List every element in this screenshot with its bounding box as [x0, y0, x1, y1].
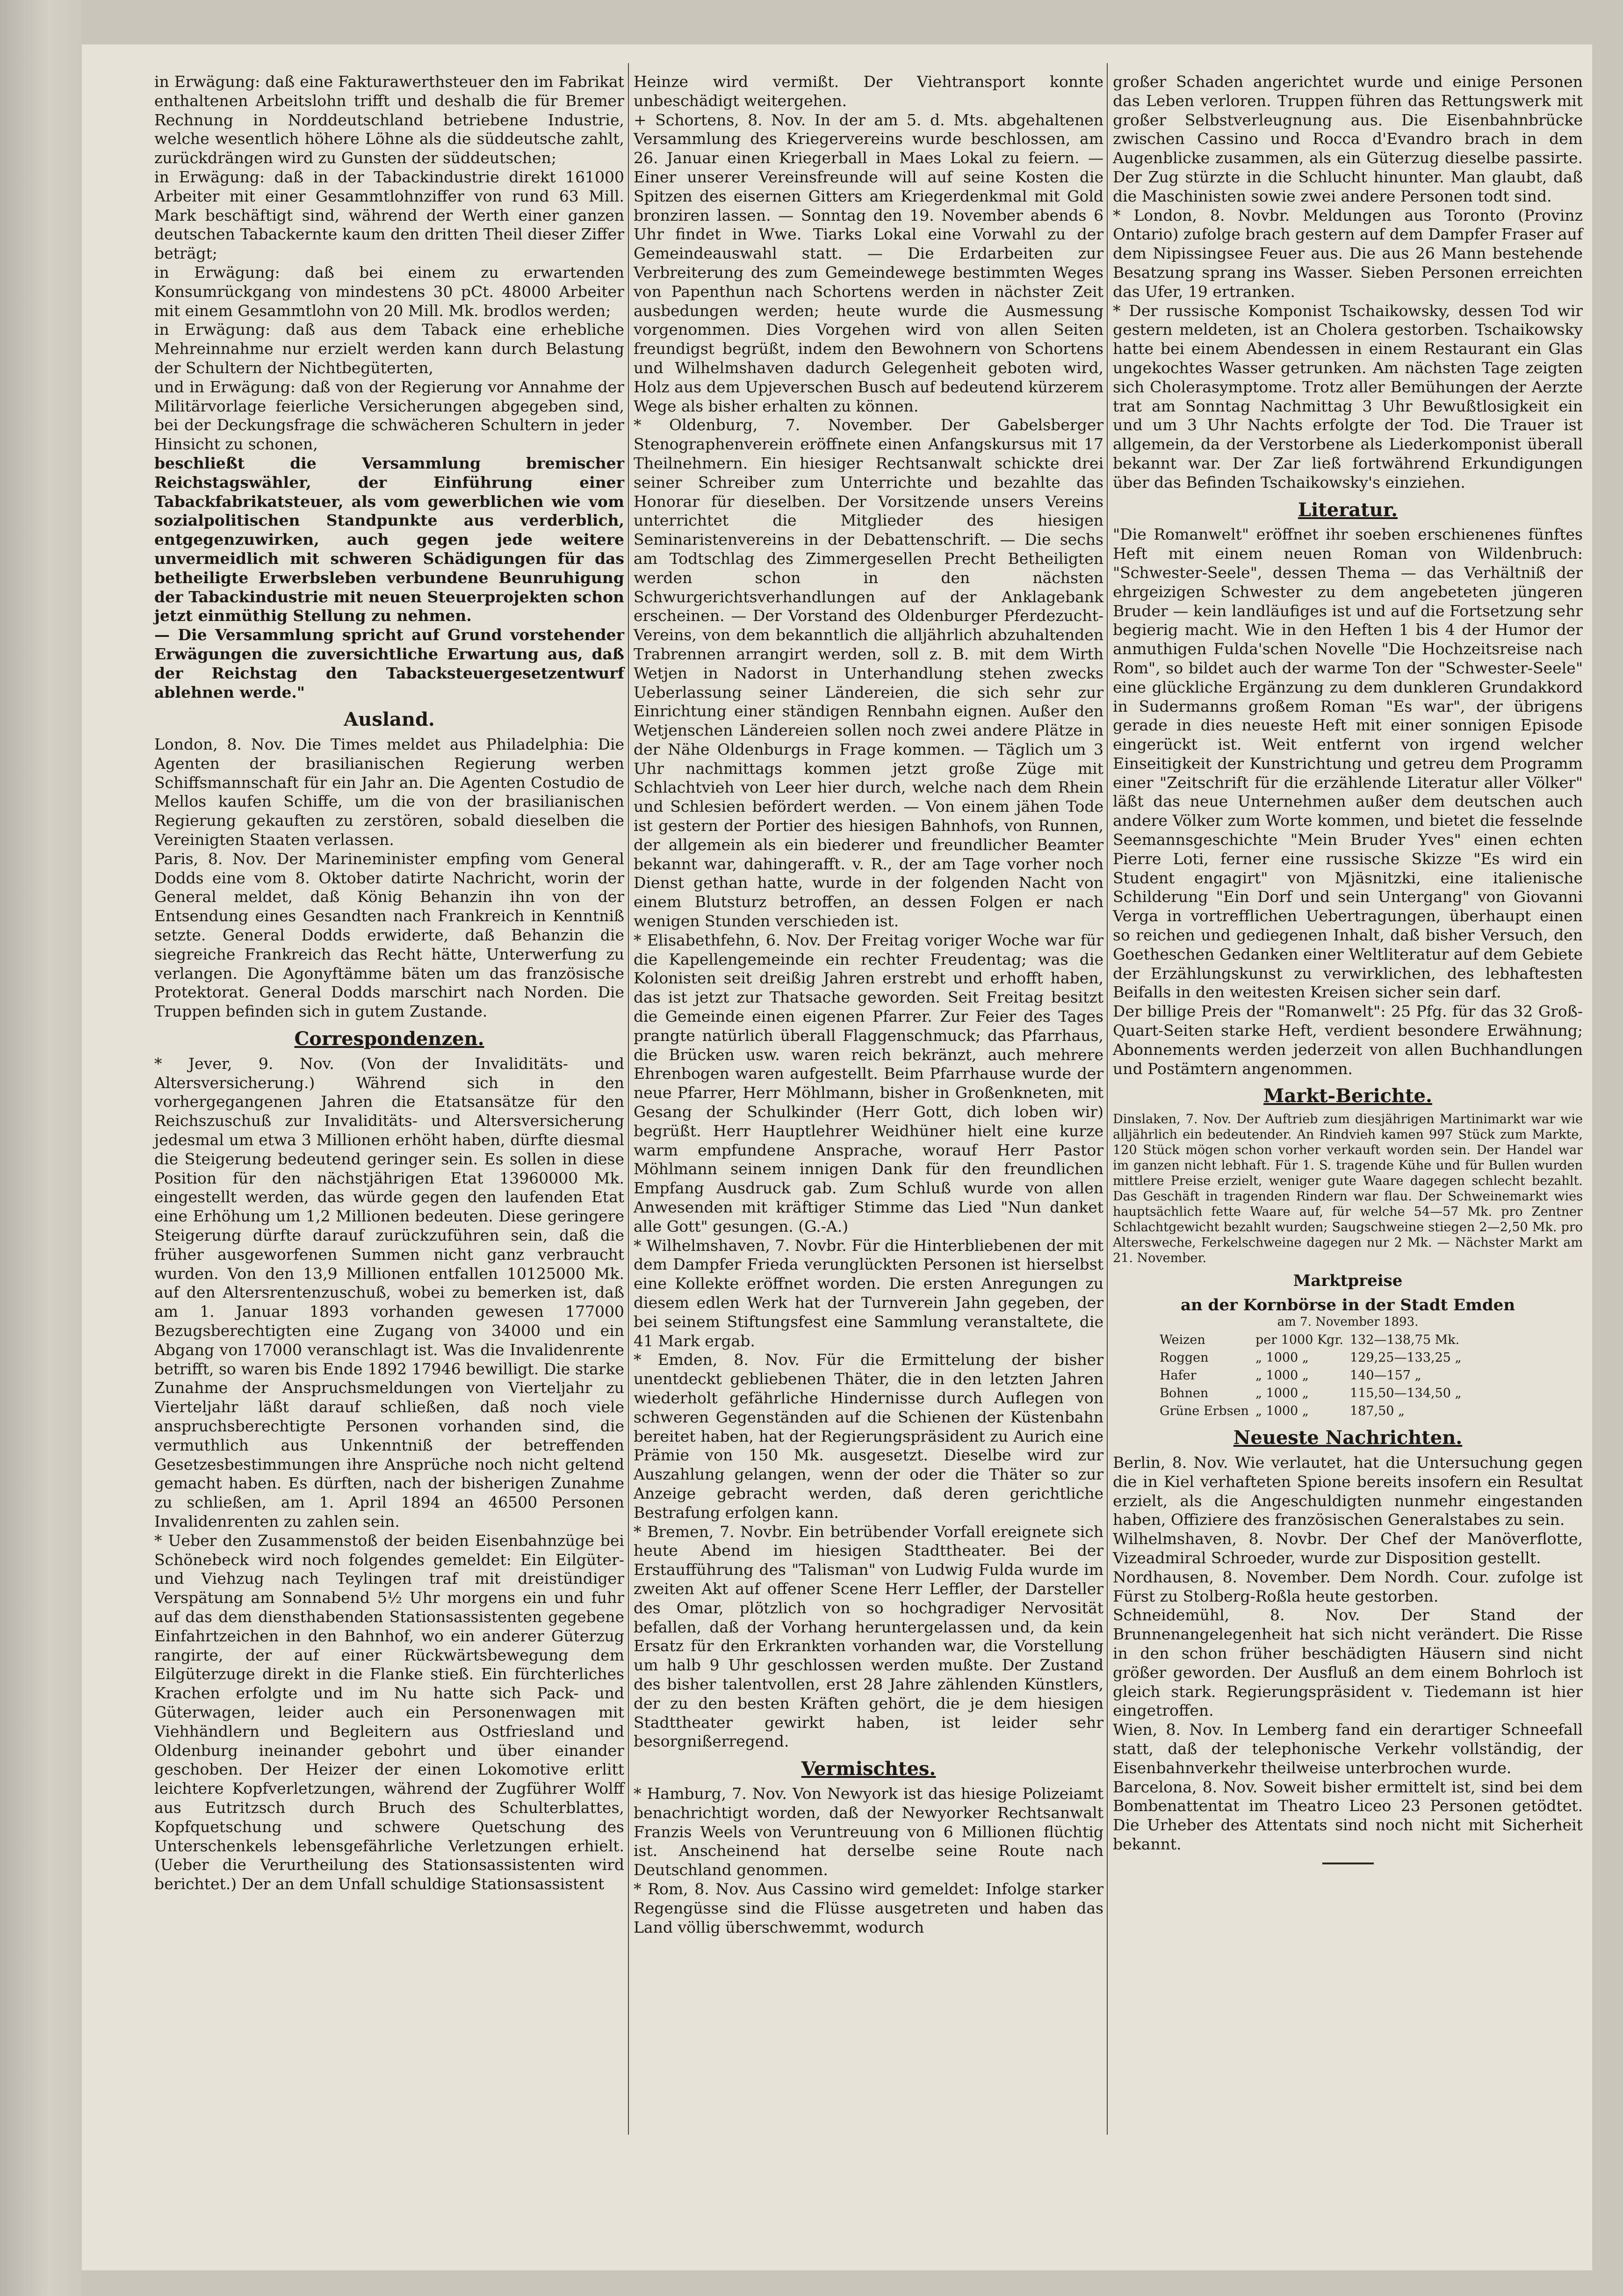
price-item: Weizen [1160, 1333, 1205, 1348]
news-item: * Emden, 8. Nov. Für die Ermittelung der bisher unentdeckt gebliebenen Thäter, die in den letzten Jahren wiederholt gefährliche Hindernisse durch Auflegen von schweren Gegenständen auf die Schienen der Küstenbahn bereitet haben, hat der Regierungspräsident zu Aurich eine Prämie von 150 Mk. ausgesetzt. Dieselbe wird zur Auszahlung gelangen, wenn der oder die Thäter so zur Anzeige gebracht werden, daß deren gerichtliche Bestrafung erfolgen kann. [634, 1350, 1104, 1522]
book-binding-edge [0, 0, 82, 2296]
column-rule [1107, 63, 1108, 2135]
news-item: Wilhelmshaven, 8. Novbr. Der Chef der Manöverflotte, Vizeadmiral Schroeder, wurde zur Disposition gestellt. [1113, 1530, 1583, 1567]
news-item: * Wilhelmshaven, 7. Novbr. Für die Hinterbliebenen der mit dem Dampfer Frieda verunglückten Personen ist hierselbst eine Kollekte eröffnet worden. Die ersten Anregungen zu diesem edlen Werk hat der Turnverein Jahn gegeben, der bei seinem Stiftungsfest eine Sammlung veranstaltete, die 41 Mark ergab. [634, 1236, 1104, 1350]
paragraph: — Die Versammlung spricht auf Grund vorstehender Erwägungen die zuversichtliche Erwartung aus, daß der Reichstag den Tabacksteuergesetzentwurf ablehnen werde." [154, 626, 624, 701]
price-unit: „ 1000 „ [1255, 1368, 1309, 1383]
column-2 [634, 72, 1104, 1937]
end-rule [1322, 1863, 1374, 1864]
news-item: Wien, 8. Nov. In Lemberg fand ein derartiger Schneefall statt, daß der telephonische Verkehr vollständig, der Eisenbahnverkehr theilweise unterbrochen wurde. [1113, 1720, 1583, 1777]
column-1 [154, 72, 624, 1894]
paragraph: Heinze wird vermißt. Der Viehtransport konnte unbeschädigt weitergehen. [634, 72, 1104, 110]
price-unit: „ 1000 „ [1255, 1386, 1309, 1401]
news-item: London, 8. Nov. Die Times meldet aus Philadelphia: Die Agenten der brasilianischen Regierung werben Schiffsmannschaft für ein Jahr an. Die Agenten Costudio de Mellos kaufen Schiffe, um die von der brasilianischen Regierung gekauften zu zerstören, sobald dieselben die Vereinigten Staaten verlassen. [154, 735, 624, 849]
price-table-subtitle: an der Kornbörse in der Stadt Emden [1180, 1296, 1515, 1315]
newspaper-page [82, 44, 1592, 2270]
news-item: * Ueber den Zusammenstoß der beiden Eisenbahnzüge bei Schönebeck wird noch folgendes gemeldet: Ein Eilgüter- und Viehzug nach Teylingen traf mit dreistündiger Verspätung am Sonnabend 5½ Uhr morgens ein und fuhr auf das dem diensthabenden Stationsassistenten gegebene Einfahrtzeichen in den Bahnhof, wo ein anderer Güterzug rangirte, der auf einer Rückwärtsbewegung dem Eilgüterzuge direkt in die Flanke stieß. Ein fürchterliches Krachen erfolgte und im Nu hatte sich Pack- und Güterwagen, leider auch ein Personenwagen mit Viehhändlern und Begleitern aus Ostfriesland und Oldenburg ineinander gebohrt und über einander geschoben. Der Heizer der einen Lokomotive erlitt leichtere Kopfverletzungen, während der Zugführer Wolff aus Eutritzsch durch Bruch des Schulterblattes, Kopfquetschung und schwere Quetschung des Unterschenkels lebensgefährliche Verletzungen erhielt. (Ueber die Verurtheilung des Stationsassistenten wird berichtet.) Der an dem Unfall schuldige Stationsassistent [154, 1531, 624, 1893]
news-item: * Bremen, 7. Novbr. Ein betrübender Vorfall ereignete sich heute Abend im hiesigen Stadttheater. Bei der Erstaufführung des "Talisman" von Ludwig Fulda wurde im zweiten Akt auf offener Scene Herr Leffler, der Darsteller des Omar, plötzlich von so hochgradiger Nervosität befallen, daß der Vorhang heruntergelassen und, da kein Ersatz für den Erkrankten vorhanden war, die Vorstellung um halb 9 Uhr geschlossen werden mußte. Der Zustand des bisher talentvollen, erst 28 Jahre zählenden Künstlers, der zu den besten Kräften gehört, die je dem hiesigen Stadttheater gewirkt haben, ist leider sehr besorgnißerregend. [634, 1522, 1104, 1751]
section-heading-markt-berichte: Markt-Berichte. [1263, 1085, 1432, 1107]
table-row [1160, 1331, 1468, 1349]
section-heading-ausland: Ausland. [344, 708, 435, 731]
news-item: * Jever, 9. Nov. (Von der Invaliditäts- und Altersversicherung.) Während sich in den vorhergegangenen Jahren die Etatsansätze für den Reichszuschuß zur Invaliditäts- und Altersversicherung jedesmal um etwa 3 Millionen erhöht haben, dürfte diesmal die Steigerung bedeutend geringer sein. Es sollen in diese Position für den nächstjährigen Etat 13960000 Mk. eingestellt werden, das würde gegen den laufenden Etat eine Erhöhung um 1,2 Millionen bedeuten. Diese geringere Steigerung dürfte darauf zurückzuführen sein, daß die früher ausgeworfenen Summen nicht ganz verbraucht wurden. Von den 13,9 Millionen entfallen 10125000 Mk. auf den Altersrentenzuschuß, wobei zu bemerken ist, daß am 1. Januar 1893 vorhanden gewesen 177000 Bezugsberechtigten eine Zugang von 34000 und ein Abgang von 17000 veranschlagt ist. Was die Invalidenrente betrifft, so waren bis Ende 1892 17946 bewilligt. Die starke Zunahme der Anspruchsmeldungen von Vierteljahr zu Vierteljahr läßt darauf schließen, daß noch viele anspruchsberechtigte Personen vorhanden sind, die vermuthlich aus Unkenntniß der betreffenden Gesetzesbestimmungen ihre Ansprüche noch nicht geltend gemacht haben. Es dürften, nach der bisherigen Zunahme zu schließen, am 1. April 1894 an 46500 Personen Invalidenrenten zu zahlen sein. [154, 1054, 624, 1531]
paragraph: beschließt die Versammlung bremischer Reichstagswähler, der Einführung einer Tabackfabrikatsteuer, als vom gewerblichen wie vom sozialpolitischen Standpunkte aus verderblich, entgegenzuwirken, auch gegen jede weitere unvermeidlich mit schweren Schädigungen für das betheiligte Erwerbsleben verbundene Beunruhigung der Tabackindustrie mit neuen Steuerprojekten schon jetzt einmüthig Stellung zu nehmen. [154, 454, 624, 625]
price-item: Hafer [1160, 1368, 1197, 1383]
news-item: + Schortens, 8. Nov. In der am 5. d. Mts. abgehaltenen Versammlung des Kriegervereins wurde beschlossen, am 26. Januar einen Kriegerball in Maes Lokal zu feiern. — Einer unserer Vereinsfreunde will auf seine Kosten die Spitzen des eisernen Gitters am Kriegerdenkmal mit Gold bronziren lassen. — Sonntag den 19. November abends 6 Uhr findet in Wwe. Tiarks Lokal eine Vorwahl zu der Gemeindeauswahl statt. — Die Erdarbeiten zur Verbreiterung des zum Gemeindewege bestimmten Weges von Papenthun nach Schortens werden in nächster Zeit ausbedungen werden; heute wurde die Ausmessung vorgenommen. Dies Vorgehen wird von allen Seiten freundigst begrüßt, indem den Bewohnern von Schortens und Wilhelmshaven dadurch Gelegenheit geboten wird, Holz aus dem Upjeverschen Busch auf bedeutend kürzerem Wege als bisher erhalten zu können. [634, 110, 1104, 415]
market-report: Dinslaken, 7. Nov. Der Auftrieb zum diesjährigen Martinimarkt war wie alljährlich ein bedeutender. An Rindvieh kamen 997 Stück zum Markte, 120 Stück mögen schon vorher verkauft worden sein. Der Handel war im ganzen nicht lebhaft. Für 1. S. tragende Kühe und für Bullen wurden mittlere Preise erzielt, weniger gute Waare dagegen schlecht bezahlt. Das Geschäft in tragenden Rindern war flau. Der Schweinemarkt wies hauptsächlich fette Waare auf, für welche 54—57 Mk. pro Zentner Schlachtgewicht bezahlt wurden; Saugschweine stiegen 2—2,50 Mk. pro Altersweche, Ferkelschweine dagegen nur 2 Mk. — Nächster Markt am 21. November. [1113, 1112, 1583, 1266]
news-item: * Der russische Komponist Tschaikowsky, dessen Tod wir gestern meldeten, ist an Cholera gestorben. Tschaikowsky hatte bei einem Abendessen in einem Restaurant ein Glas ungekochtes Wasser getrunken. Am nächsten Tage zeigten sich Cholerasymptome. Trotz aller Bemühungen der Aerzte trat am Sonntag Nachmittag 3 Uhr Bewußtlosigkeit ein und um 3 Uhr Nachts erfolgte der Tod. Die Trauer ist allgemein, da der Verstorbene als Liederkomponist überall bekannt war. Der Zar ließ fortwährend Erkundigungen über das Befinden Tschaikowsky's einziehen. [1113, 301, 1583, 491]
price-item: Bohnen [1160, 1386, 1209, 1401]
section-heading-literatur: Literatur. [1298, 498, 1398, 521]
price-item: Grüne Erbsen [1160, 1404, 1249, 1419]
column-rule [628, 63, 629, 2135]
news-item: * London, 8. Novbr. Meldungen aus Toronto (Provinz Ontario) zufolge brach gestern auf dem Dampfer Fraser auf dem Nipissingsee Feuer aus. Die aus 26 Mann bestehende Besatzung sprang ins Wasser. Sieben Personen erreichten das Ufer, 19 ertranken. [1113, 206, 1583, 301]
news-item: Schneidemühl, 8. Nov. Der Stand der Brunnenangelegenheit hat sich nicht verändert. Die Risse in den schon früher beschädigten Häusern sind nicht größer geworden. Der Ausfluß an dem einem Bohrloch ist gleich stark. Regierungspräsident v. Tiedemann ist hier eingetroffen. [1113, 1606, 1583, 1720]
paragraph: in Erwägung: daß aus dem Taback eine erhebliche Mehreinnahme nur erzielt werden kann durch Belastung der Schultern der Nichtbegüterten, [154, 320, 624, 377]
review-item: Der billige Preis der "Romanwelt": 25 Pfg. für das 32 Groß-Quart-Seiten starke Heft, verdient besondere Erwähnung; Abonnements werden jederzeit von allen Buchhandlungen und Postämtern angenommen. [1113, 1002, 1583, 1078]
review-item: "Die Romanwelt" eröffnet ihr soeben erschienenes fünftes Heft mit einem neuen Roman von Wildenbruch: "Schwester-Seele", dessen Thema — das Verhältniß der ehrgeizigen Schwester zu dem angebeteten jüngeren Bruder — kein landläufiges ist und auf die Fortsetzung sehr begierig macht. Wie in den Heften 1 bis 4 der Humor der anmuthigen Fulda'schen Novelle "Die Hochzeitsreise nach Rom", so bildet auch der warme Ton der "Schwester-Seele" eine glückliche Ergänzung zu dem dunkleren Grundakkord in Sudermanns großem Roman "Es war", der übrigens gerade in dies neueste Heft mit einer sonnigen Episode eingerückt ist. Weit entfernt von irgend welcher Einseitigkeit der Kunstrichtung und getreu dem Programm einer "Zeitschrift für die erzählende Literatur aller Völker" läßt das neue Unternehmen außer dem deutschen auch andere Völker zum Worte kommen, und bietet die fesselnde Seemannsgeschichte "Mein Bruder Yves" einen echten Pierre Loti, ferner eine russische Skizze "Es wird ein Student engagirt" von Mjäsnitzki, eine italienische Schilderung "Ein Dorf und sein Untergang" von Giovanni Verga in vortrefflichen Uebertragungen, überhaupt einen so reichen und gediegenen Inhalt, daß bisher Versuch, den Goetheschen Gedanken einer Weltliteratur auf dem Gebiete der Erzählungskunst zu verwirklichen, des lebhaftesten Beifalls in den weitesten Kreisen sicher sein darf. [1113, 525, 1583, 1002]
paragraph: in Erwägung: daß eine Fakturawerthsteuer den im Fabrikat enthaltenen Arbeitslohn trifft und deshalb die für Bremer Rechnung in Norddeutschland betriebene Industrie, welche wesentlich höhere Löhne als die süddeutsche zahlt, zurückdrängen wird zu Gunsten der süddeutschen; [154, 72, 624, 167]
section-heading-correspondenzen: Correspondenzen. [294, 1028, 484, 1050]
price-value: 140—157 „ [1349, 1368, 1421, 1383]
column-3 [1113, 72, 1583, 1864]
section-heading-neueste-nachrichten: Neueste Nachrichten. [1233, 1427, 1463, 1449]
paragraph: und in Erwägung: daß von der Regierung vor Annahme der Militärvorlage feierliche Versicherungen abgegeben sind, bei der Deckungsfrage die schwächeren Schultern in jeder Hinsicht zu schonen, [154, 377, 624, 454]
news-item: * Rom, 8. Nov. Aus Cassino wird gemeldet: Infolge starker Regengüsse sind die Flüsse ausgetreten und haben das Land völlig überschwemmt, wodurch [634, 1879, 1104, 1936]
paragraph: in Erwägung: daß in der Tabackindustrie direkt 161000 Arbeiter mit einer Gesammtlohnziffer von rund 63 Mill. Mark beschäftigt sind, während der Werth einer ganzen deutschen Tabackernte kaum den dritten Theil dieser Ziffer beträgt; [154, 167, 624, 263]
news-item: Berlin, 8. Nov. Wie verlautet, hat die Untersuchung gegen die in Kiel verhafteten Spione bereits insofern ein Resultat erzielt, als die Angeschuldigten nunmehr eingestanden haben, Offiziere des französischen Generalstabes zu sein. [1113, 1453, 1583, 1529]
news-item: Paris, 8. Nov. Der Marineminister empfing vom General Dodds eine vom 8. Oktober datirte Nachricht, worin der General meldet, daß König Behanzin ihn von der Entsendung eines Gesandten nach Frankreich in Kenntniß setzte. General Dodds erwiderte, daß Behanzin die siegreiche Frankreich das Recht hätte, Unterwerfung zu verlangen. Die Agonyftämme bäten um das französische Protektorat. General Dodds marschirt nach Norden. Die Truppen befinden sich in gutem Zustande. [154, 849, 624, 1021]
price-item: Roggen [1160, 1350, 1209, 1365]
price-value: 115,50—134,50 „ [1349, 1386, 1462, 1401]
paragraph: in Erwägung: daß bei einem zu erwartenden Konsumrückgang von mindestens 30 pCt. 48000 Arbeiter mit einem Gesammtlohn von 20 Mill. Mk. brodlos werden; [154, 263, 624, 320]
table-row [1160, 1349, 1468, 1367]
price-value: 132—138,75 Mk. [1349, 1333, 1460, 1348]
table-row [1160, 1385, 1468, 1402]
price-table [1160, 1331, 1468, 1420]
news-item: * Elisabethfehn, 6. Nov. Der Freitag voriger Woche war für die Kapellengemeinde ein rechter Freudentag; was die Kolonisten seit dreißig Jahren erstrebt und erhofft haben, das ist jetzt zur Thatsache geworden. Seit Freitag besitzt die Gemeinde einen eigenen Pfarrer. Zur Feier des Tages prangte natürlich überall Flaggenschmuck; das Pfarrhaus, die Brücken usw. waren reich bekränzt, auch mehrere Ehrenbogen waren aufgestellt. Beim Pfarrhause wurde der neue Pfarrer, Herr Möhlmann, bisher in Großenkneten, mit Gesang der Schulkinder (Herr Gott, dich loben wir) begrüßt. Herr Hauptlehrer Weidhüner hielt eine kurze warm empfundene Ansprache, worauf Herr Pastor Möhlmann seinem innigen Dank für den freundlichen Empfang Ausdruck gab. Zum Schluß wurde von allen Anwesenden mit kräftiger Stimme das Lied "Nun danket alle Gott" gesungen. (G.-A.) [634, 931, 1104, 1235]
price-table-title: Marktpreise [1293, 1271, 1403, 1291]
table-row [1160, 1367, 1468, 1385]
price-unit: „ 1000 „ [1255, 1404, 1309, 1419]
section-heading-vermischtes: Vermischtes. [801, 1758, 936, 1780]
news-item: * Hamburg, 7. Nov. Von Newyork ist das hiesige Polizeiamt benachrichtigt worden, daß der Newyorker Rechtsanwalt Franzis Weels von Veruntreuung von 6 Millionen flüchtig ist. Anscheinend hat derselbe seine Route nach Deutschland genommen. [634, 1784, 1104, 1879]
news-item: Nordhausen, 8. November. Dem Nordh. Cour. zufolge ist Fürst zu Stolberg-Roßla heute gestorben. [1113, 1567, 1583, 1605]
price-table-date: am 7. November 1893. [1277, 1315, 1419, 1329]
news-item: * Oldenburg, 7. November. Der Gabelsberger Stenographenverein eröffnete einen Anfangskursus mit 17 Theilnehmern. Ein hiesiger Rechtsanwalt schickte drei seiner Schreiber zum Unterrichte und bezahlte das Honorar für dieselben. Der Vorsitzende unsers Vereins unterrichtet die Mitglieder des hiesigen Seminaristenvereins in der Debattenschrift. — Die sechs am Todtschlag des Zimmergesellen Precht Betheiligten werden schon in den nächsten Schwurgerichtsverhandlungen auf der Anklagebank erscheinen. — Der Vorstand des Oldenburger Pferdezucht-Vereins, von dem bekanntlich die alljährlich abzuhaltenden Trabrennen arrangirt werden, soll z. B. mit dem Wirth Wetjen in Nadorst in Unterhandlung stehen zwecks Ueberlassung seiner Ländereien, die sich sehr zur Einrichtung einer ständigen Rennbahn eignen. Außer den Wetjenschen Ländereien sollen noch zwei andere Plätze in der Nähe Oldenburgs in Frage kommen. — Täglich um 3 Uhr nachmittags kommen jetzt große Züge mit Schlachtvieh von Leer hier durch, welche nach dem Rhein und Schlesien befördert werden. — Von einem jähen Tode ist gestern der Portier des hiesigen Bahnhofs, von Runnen, der allgemein als ein biederer und freundlicher Beamter bekannt war, dahingerafft. v. R., der am Tage vorher noch Dienst gethan hatte, wurde in der folgenden Nacht von einem Blutsturz betroffen, an dessen Folgen er nach wenigen Stunden verschieden ist. [634, 416, 1104, 931]
news-item: Barcelona, 8. Nov. Soweit bisher ermittelt ist, sind bei dem Bombenattentat im Theatro Liceo 23 Personen getödtet. Die Urheber des Attentats sind noch nicht mit Sicherheit bekannt. [1113, 1777, 1583, 1853]
price-unit: per 1000 Kgr. [1255, 1333, 1343, 1348]
table-row [1160, 1402, 1468, 1420]
price-unit: „ 1000 „ [1255, 1350, 1309, 1365]
paragraph: großer Schaden angerichtet wurde und einige Personen das Leben verloren. Truppen führen das Rettungswerk mit großer Selbstverleugnung aus. Die Eisenbahnbrücke zwischen Cassino und Rocca d'Evandro brach in dem Augenblicke zusammen, als ein Güterzug dieselbe passirte. Der Zug stürzte in die Schlucht hinunter. Man glaubt, daß die Maschinisten sowie zwei andere Personen todt sind. [1113, 72, 1583, 205]
price-value: 129,25—133,25 „ [1349, 1350, 1462, 1365]
price-value: 187,50 „ [1349, 1404, 1405, 1419]
